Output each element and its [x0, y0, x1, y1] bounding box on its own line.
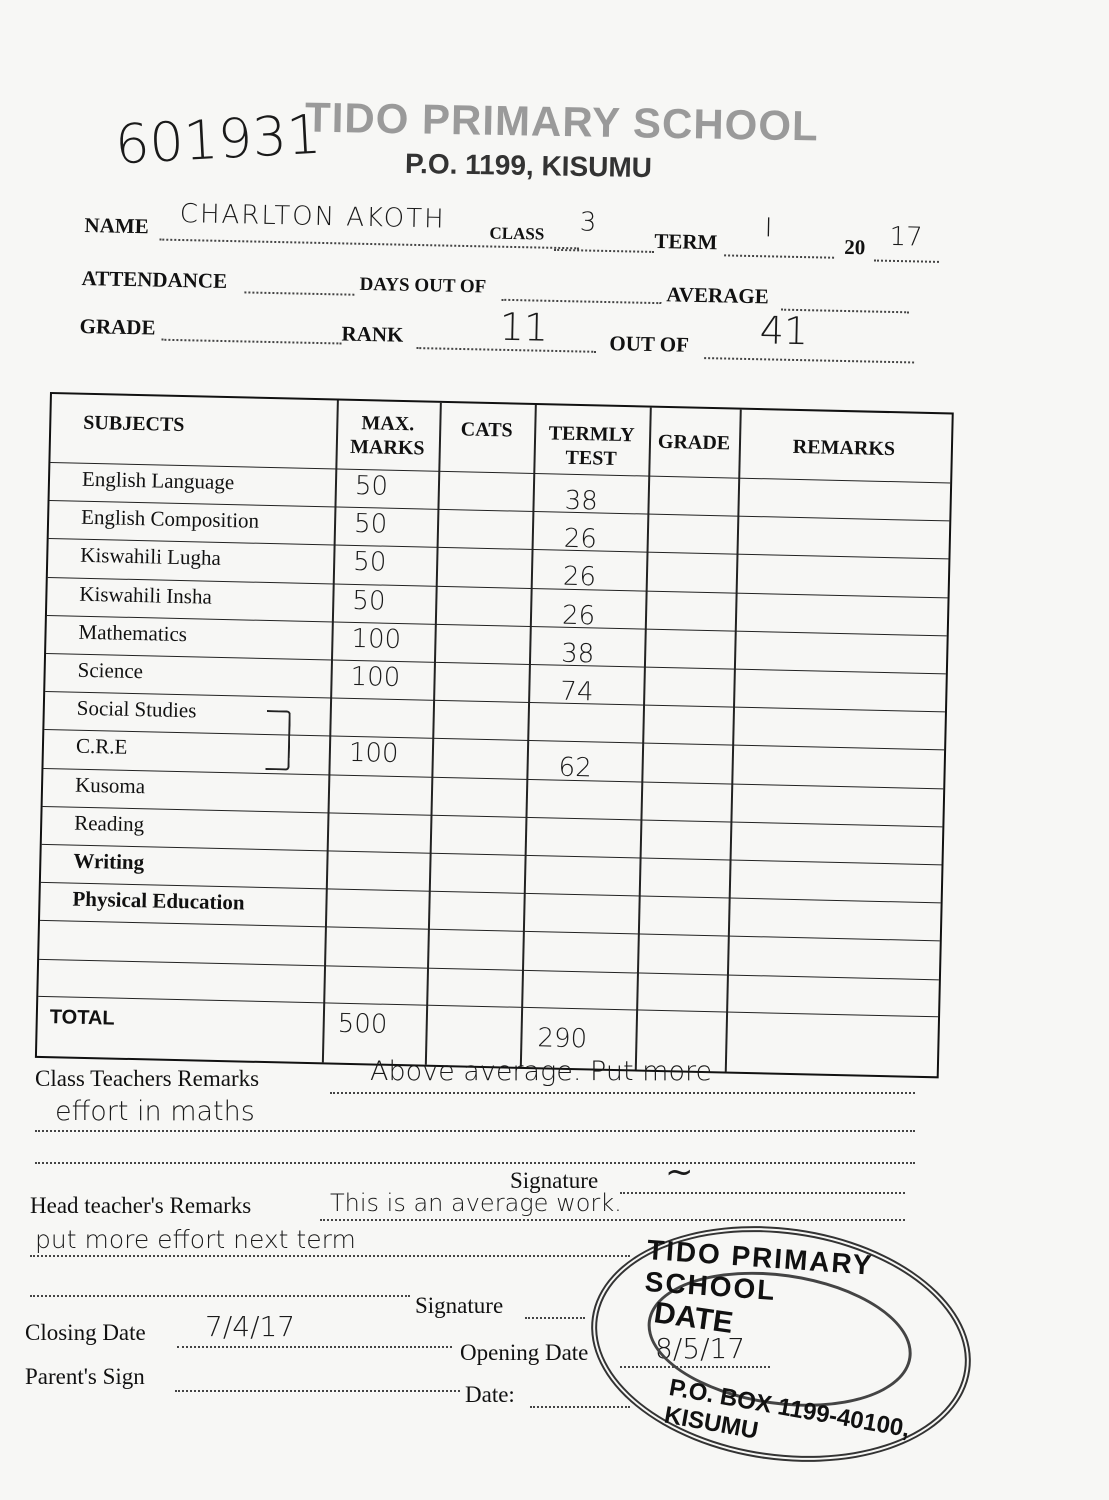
year-prefix: 20: [844, 234, 866, 260]
out-of-label: OUT OF: [609, 331, 690, 357]
subject-name: Reading: [73, 810, 145, 837]
row-divider: [40, 920, 940, 941]
head-teacher-line1: This is an average work.: [330, 1189, 622, 1217]
header-termly-1: TERMLY: [548, 422, 635, 447]
average-label: AVERAGE: [666, 282, 769, 309]
max-marks-value: 50: [352, 547, 387, 579]
date-dots: [530, 1406, 630, 1408]
subject-name: Social Studies: [76, 695, 197, 723]
termly-test-value: 38: [560, 638, 595, 670]
header-remarks: REMARKS: [792, 435, 896, 461]
subject-name: Kusoma: [74, 772, 146, 798]
attendance-label: ATTENDANCE: [81, 265, 228, 294]
col-divider: [520, 405, 537, 1067]
total-test: 290: [537, 1023, 588, 1055]
name-value: CHARLTON AKOTH: [179, 198, 446, 235]
termly-test-value: 26: [563, 523, 598, 555]
marks-table: [35, 392, 954, 1078]
termly-test-value: 26: [561, 600, 596, 632]
ct-dots-2: [35, 1130, 915, 1132]
name-line: [84, 198, 945, 273]
header-max-marks: [336, 411, 440, 461]
max-marks-value: 100: [350, 661, 401, 694]
termly-test-value: 74: [559, 676, 594, 708]
year-value: 17: [889, 221, 923, 253]
max-marks-value: 100: [348, 738, 399, 770]
grade-label: GRADE: [79, 313, 156, 340]
out-of-value: 41: [759, 308, 809, 354]
max-marks-value: 50: [354, 470, 389, 502]
ct-dots-1: [330, 1092, 915, 1094]
col-divider: [635, 408, 652, 1070]
subject-name: English Language: [81, 466, 235, 495]
stamp-date-text: DATE: [651, 1296, 736, 1340]
out-of-dots: [704, 357, 914, 363]
row-divider: [43, 768, 943, 789]
days-out-of-label: DAYS OUT OF: [359, 273, 487, 298]
term-value: I: [764, 213, 773, 244]
class-teacher-remarks: [35, 1056, 915, 1200]
days-dots: [501, 299, 661, 304]
name-label: NAME: [84, 212, 149, 239]
termly-test-value: 26: [562, 562, 597, 593]
header-termly-test: [533, 421, 649, 472]
header-termly-2: TEST: [565, 446, 617, 470]
max-marks-value: 100: [351, 623, 402, 655]
attendance-dots: [244, 291, 354, 295]
ct-dots-3: [35, 1162, 915, 1164]
stamp-bottom-text: P.O. BOX 1199-40100, KISUMU: [662, 1374, 912, 1445]
stamp-top-text: TIDO PRIMARY SCHOOL: [643, 1234, 874, 1307]
total-row-divider: [38, 996, 938, 1017]
closing-date-dots: [177, 1346, 452, 1348]
row-divider: [46, 653, 946, 674]
opening-date-label: Opening Date: [460, 1340, 589, 1365]
reference-number: 601931: [113, 102, 323, 177]
term-dots: [724, 254, 834, 258]
rank-value: 11: [499, 304, 549, 350]
parent-sign-dots: [175, 1390, 460, 1392]
max-marks-value: 50: [352, 585, 386, 617]
class-label: CLASS: [489, 223, 545, 244]
class-value: 3: [579, 207, 597, 238]
termly-test-value: 38: [564, 485, 599, 517]
school-address: P.O. 1199, KISUMU: [404, 147, 653, 184]
header-max-2: MARKS: [349, 435, 425, 460]
header-subjects: SUBJECTS: [83, 411, 185, 437]
ht-dots-3: [30, 1295, 410, 1297]
header-max-1: MAX.: [361, 412, 415, 436]
head-teacher-line2: put more effort next term: [35, 1225, 356, 1254]
ht-dots-1: [320, 1219, 905, 1221]
termly-test-value: 62: [558, 753, 593, 784]
subject-name: Writing: [73, 848, 145, 875]
subject-name: English Composition: [80, 504, 260, 533]
rank-label: RANK: [341, 321, 404, 347]
max-marks-value: 50: [353, 509, 388, 540]
class-dots: [554, 249, 654, 253]
parent-sign-label: Parent's Sign: [25, 1364, 145, 1389]
term-label: TERM: [654, 228, 718, 255]
year-dots: [874, 260, 939, 263]
head-teacher-label: Head teacher's Remarks: [30, 1193, 252, 1218]
ct-signature-label: Signature: [510, 1168, 599, 1193]
total-label: TOTAL: [49, 1006, 115, 1030]
closing-date-value: 7/4/17: [205, 1310, 296, 1343]
date-label: Date:: [465, 1382, 515, 1407]
subject-name: C.R.E: [75, 734, 128, 760]
class-teacher-line2: effort in maths: [55, 1096, 255, 1127]
class-teacher-label: Class Teachers Remarks: [35, 1066, 260, 1091]
row-divider: [43, 806, 943, 827]
header-grade: GRADE: [657, 430, 731, 455]
ht-signature-dots: [525, 1317, 585, 1319]
col-divider: [725, 410, 742, 1072]
col-divider: [425, 403, 442, 1065]
ct-signature-mark: ~: [665, 1152, 694, 1192]
subject-name: Kiswahili Lugha: [80, 543, 222, 571]
subject-name: Mathematics: [78, 619, 188, 646]
row-divider: [39, 958, 939, 979]
total-max: 500: [337, 1008, 388, 1040]
class-teacher-line1: Above average. Put more: [370, 1056, 713, 1087]
col-divider: [322, 401, 339, 1063]
ht-signature-label: Signature: [415, 1293, 504, 1318]
ht-dots-2: [30, 1255, 630, 1257]
row-divider: [42, 844, 942, 865]
closing-date-label: Closing Date: [25, 1320, 146, 1345]
grade-rank-line: [79, 304, 920, 388]
header-cats: CATS: [460, 418, 513, 442]
grade-dots: [161, 339, 341, 345]
opening-date-value: 8/5/17: [655, 1332, 746, 1365]
subject-name: Physical Education: [72, 886, 245, 915]
grouping-bracket: [265, 710, 290, 771]
subject-name: Science: [77, 657, 144, 684]
subject-name: Kiswahili Insha: [79, 581, 213, 609]
school-name: TIDO PRIMARY SCHOOL: [304, 93, 820, 150]
row-divider: [44, 729, 944, 750]
